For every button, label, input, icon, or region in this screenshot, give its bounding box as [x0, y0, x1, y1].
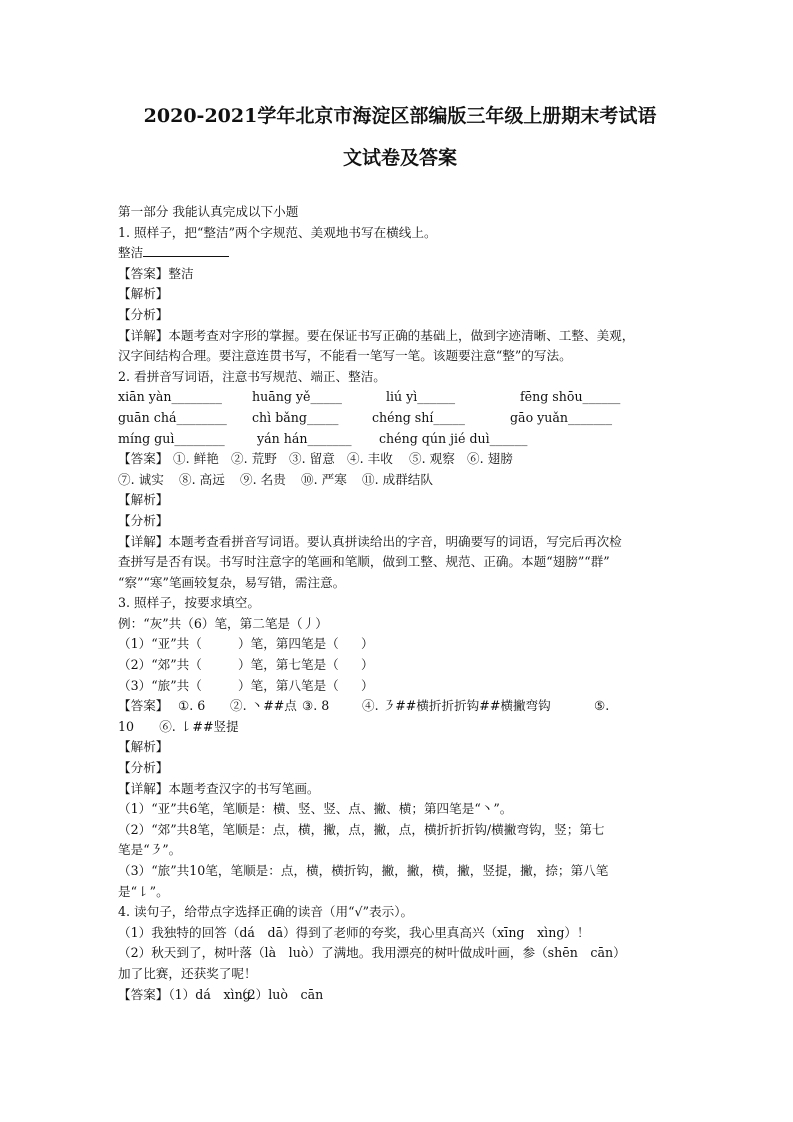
- answer-item: （2）luò cān: [235, 986, 324, 1002]
- fill-in-text: （3）“旅”共（: [118, 677, 202, 693]
- document-title-line-1: 2020-2021学年北京市海淀区部编版三年级上册期末考试语: [143, 105, 657, 127]
- fill-in-text: ）笔，第四笔是（: [238, 636, 339, 652]
- sentence: （1）我独特的回答（dá dā）得到了老师的夸奖，我心里真高兴（xīng xìng）！: [118, 924, 590, 940]
- detail-text: “察”“寒”笔画较复杂，易写错，需注意。: [118, 574, 346, 590]
- answer-continued: 10 ⑥. ㇙##竖提: [118, 718, 239, 734]
- answer-item: ②. 丶##点: [230, 698, 297, 714]
- detail-text: 笔是“㇋”。: [118, 842, 182, 858]
- blank-label: 整洁: [118, 245, 144, 261]
- fill-in-text: ）笔，第八笔是（: [238, 677, 339, 693]
- pinyin-item: chéng qún jié duì______: [379, 430, 528, 446]
- fill-in-text: ）: [361, 677, 374, 693]
- section-heading: 第一部分 我能认真完成以下小题: [118, 204, 299, 219]
- fill-in-text: （2）“郊”共（: [118, 657, 202, 673]
- fill-in-item: [118, 655, 678, 676]
- question-2: 2. 看拼音写词语，注意书写规范、端正、整洁。: [118, 368, 386, 384]
- answer-item: ②. 荒野: [231, 451, 277, 467]
- question-3: 3. 照样子，按要求填空。: [118, 595, 260, 611]
- fill-in-text: ）笔，第七笔是（: [238, 657, 339, 673]
- pinyin-item: gāo yuǎn_______: [510, 409, 613, 425]
- answer-item: ⑪. 成群结队: [362, 471, 433, 487]
- answer: [118, 449, 678, 470]
- blank-line: [143, 243, 229, 257]
- answer-item: ⑦. 诚实: [118, 471, 164, 487]
- detail-text: （1）“亚”共6笔，笔顺是：横、竖、竖、点、撇、横；第四笔是“丶”。: [118, 801, 513, 817]
- answer-item: ①. 鲜艳: [173, 451, 219, 467]
- example-line: 例：“灰”共（6）笔，第二笔是（丿）: [118, 615, 328, 631]
- analysis-label: 【解析】: [118, 286, 169, 302]
- answer-item: ⑨. 名贵: [240, 471, 286, 487]
- pinyin-row: [118, 429, 678, 450]
- fill-in-item: [118, 676, 678, 697]
- answer-item: ①. 6: [178, 698, 206, 714]
- question-4: 4. 读句子，给带点字选择正确的读音（用“√”表示）。: [118, 904, 414, 920]
- pinyin-item: chì bǎng_____: [252, 409, 339, 425]
- answer-item: ⑥. 翅膀: [467, 451, 513, 467]
- detail-text: 查拼写是否有误。书写时注意字的笔画和笔顺，做到工整、规范、正确。本题“翅膀”“群”: [118, 554, 610, 570]
- document-body: [118, 202, 678, 1005]
- fill-in-text: ）: [361, 657, 374, 673]
- answer-label: 【答案】: [118, 698, 169, 714]
- fill-in-text: ）: [361, 636, 374, 652]
- question-1-blank: [118, 243, 678, 264]
- answer-item: 【答案】（1）dá xìng: [118, 986, 251, 1002]
- answer-item: ③. 8: [302, 698, 330, 714]
- detail-text: 【详解】本题考查对字形的掌握。要在保证书写正确的基础上，做到字迹清晰、工整、美观，: [118, 327, 635, 343]
- sentence: （2）秋天到了，树叶落（là luò）了满地。我用漂亮的树叶做成叶画，参（shēn cān）: [118, 945, 626, 961]
- sentence: 加了比赛，还获奖了呢！: [118, 965, 257, 981]
- answer-continued: [118, 470, 678, 491]
- answer-item: ③. 留意: [289, 451, 335, 467]
- pinyin-item: guān chá________: [118, 409, 227, 425]
- fenxi-label: 【分析】: [118, 306, 169, 322]
- pinyin-item: chéng shí_____: [372, 409, 465, 425]
- answer-item: ④. 丰收: [347, 451, 393, 467]
- detail-text: （3）“旅”共10笔，笔顺是：点，横，横折钩，撇，撇，横，撇，竖提，撇，捺；第八笔: [118, 863, 609, 878]
- detail-text: 【详解】本题考查看拼音写词语。要认真拼读给出的字音，明确要写的词语，写完后再次检: [118, 533, 622, 549]
- pinyin-item: yán hán_______: [257, 430, 352, 446]
- fill-in-text: （1）“亚”共（: [118, 636, 202, 652]
- answer-item: ⑧. 高远: [179, 471, 225, 487]
- question-1: 1. 照样子，把“整洁”两个字规范、美观地书写在横线上。: [118, 224, 437, 240]
- answer: 【答案】整洁: [118, 265, 194, 281]
- detail-text: 【详解】本题考查汉字的书写笔画。: [118, 780, 320, 796]
- answer-label: 【答案】: [118, 451, 169, 467]
- pinyin-row: [118, 387, 678, 408]
- fenxi-label: 【分析】: [118, 512, 169, 528]
- pinyin-item: fēng shōu______: [520, 389, 621, 405]
- pinyin-item: liú yì______: [386, 389, 456, 405]
- pinyin-item: xiān yàn________: [118, 389, 222, 405]
- fenxi-label: 【分析】: [118, 760, 169, 776]
- analysis-label: 【解析】: [118, 739, 169, 755]
- answer: [118, 696, 678, 717]
- pinyin-row: [118, 408, 678, 429]
- analysis-label: 【解析】: [118, 492, 169, 508]
- fill-in-item: [118, 634, 678, 655]
- pinyin-item: huāng yě_____: [252, 389, 342, 405]
- answer-item: ⑤.: [594, 698, 610, 714]
- document-title-line-2: 文试卷及答案: [342, 147, 457, 169]
- answer-item: ④. ㇋##横折折折钩##横撇弯钩: [362, 698, 551, 714]
- answer: [118, 985, 678, 1006]
- detail-text: 是“㇙”。: [118, 883, 169, 899]
- answer-item: ⑩. 严寒: [301, 471, 347, 487]
- pinyin-item: míng guì________: [118, 430, 225, 446]
- detail-text: 汉字间结构合理。要注意连贯书写，不能看一笔写一笔。该题要注意“整”的写法。: [118, 348, 572, 364]
- detail-text: （2）“郊”共8笔，笔顺是：点，横，撇，点，撇，点，横折折折钩/横撇弯钩，竖；第七: [118, 821, 605, 837]
- answer-item: ⑤. 观察: [409, 451, 455, 467]
